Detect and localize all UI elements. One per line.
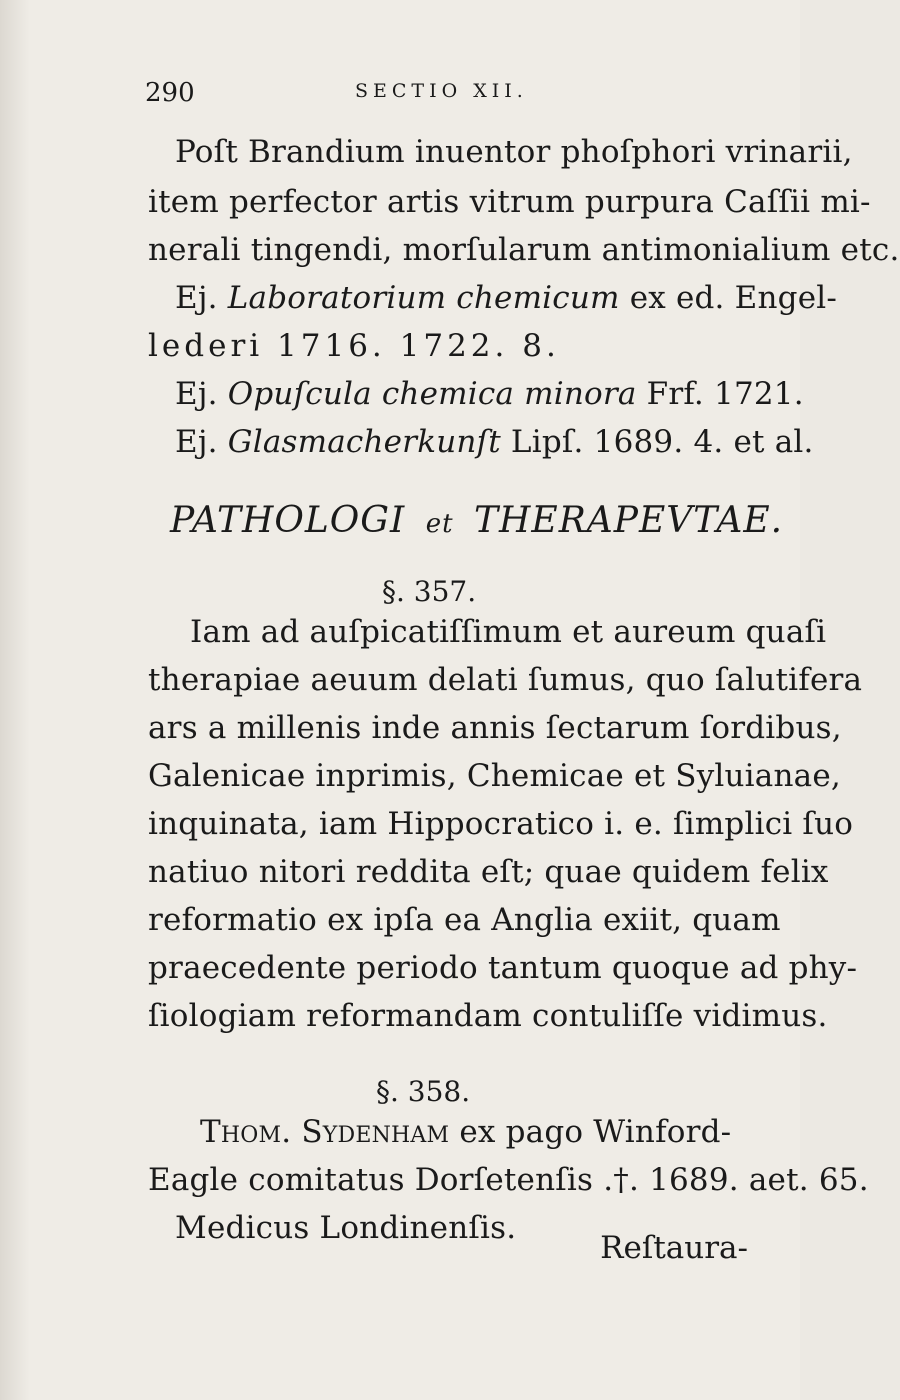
running-head: SECTIO XII. — [355, 80, 528, 102]
entry-suffix: ex ed. Engel- — [629, 280, 838, 316]
text-line: natiuo nitori reddita eſt; quae quidem felix — [148, 854, 829, 890]
section-number: §. 357. — [382, 575, 477, 608]
page-header — [145, 78, 765, 114]
bibliography-entry — [175, 278, 837, 318]
text-line: Iam ad auſpicatiſſimum et aureum quaſi — [190, 614, 827, 650]
text-line: Galenicae inprimis, Chemicae et Syluianae, — [148, 758, 841, 794]
bibliography-entry — [175, 422, 814, 462]
heading-conjunction: et — [425, 509, 454, 539]
bibliography-entry — [175, 374, 804, 414]
entry-prefix: Ej. — [175, 424, 218, 460]
catchword: Reſtaura- — [600, 1230, 748, 1266]
text-line: item perfector artis vitrum purpura Caſſii mi- — [148, 184, 871, 220]
text-line: nerali tingendi, morſularum antimonialium etc. — [148, 232, 900, 268]
text-line: inquinata, iam Hippocratico i. e. ſimplici ſuo — [148, 806, 854, 842]
text-line: therapiae aeuum delati ſumus, quo ſalutifera — [148, 662, 863, 698]
entry-suffix: Frf. 1721. — [646, 376, 804, 412]
text-line: lederi 1716. 1722. 8. — [148, 328, 560, 364]
text-line: Poſt Brandium inuentor phoſphori vrinarii, — [175, 134, 853, 170]
work-title: Laboratorium chemicum — [227, 280, 620, 316]
page-number: 290 — [145, 78, 195, 108]
work-title: Opuſcula chemica minora — [227, 376, 637, 412]
heading-left: PATHOLOGI — [170, 500, 406, 541]
work-title: Glasmacherkunſt — [227, 424, 501, 460]
text-line: Eagle comitatus Dorſetenſis .†. 1689. aet. 65. — [148, 1162, 869, 1198]
section-number: §. 358. — [376, 1075, 471, 1108]
text-fragment: ex pago Winford- — [459, 1114, 732, 1150]
entry-prefix: Ej. — [175, 376, 218, 412]
text-line: ſiologiam reformandam contuliſſe vidimus. — [148, 998, 828, 1034]
entry-suffix: Lipſ. 1689. 4. et al. — [510, 424, 814, 460]
author-name: Thom. Sydenham — [200, 1114, 450, 1150]
heading-right: THERAPEVTAE. — [474, 500, 784, 541]
text-line: reformatio ex ipſa ea Anglia exiit, quam — [148, 902, 781, 938]
entry-prefix: Ej. — [175, 280, 218, 316]
text-line: Medicus Londinenſis. — [175, 1210, 517, 1246]
text-line: ars a millenis inde annis ſectarum ſordibus, — [148, 710, 842, 746]
section-heading — [170, 500, 783, 541]
text-line: praecedente periodo tantum quoque ad phy- — [148, 950, 858, 986]
text-line — [200, 1112, 731, 1152]
